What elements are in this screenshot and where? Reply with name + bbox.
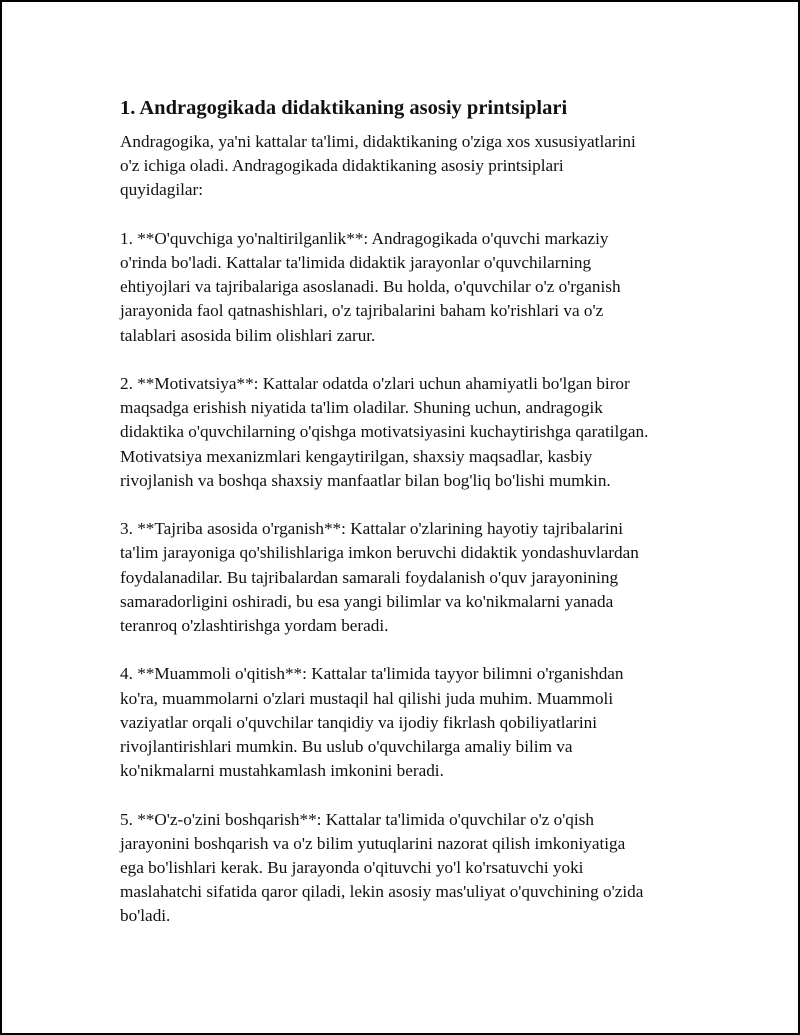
principle-3-paragraph: 3. **Tajriba asosida o'rganish**: Kattalar o'zlarining hayotiy tajribalarini ta'lim jarayoniga qo'shilishlariga imkon beruvchi didaktik yondashuvlardan foydalanadilar. Bu tajribalardan samarali foydalanish o'quv jarayonining samaradorligini oshiradi, bu esa yangi bilimlar va ko'nikmalarni yanada teranroq o'zlashtirishga yordam beradi.: [120, 519, 639, 636]
principle-5-paragraph: 5. **O'z-o'zini boshqarish**: Kattalar ta'limida o'quvchilar o'z o'qish jarayonini boshqarish va o'z bilim yutuqlarini nazorat qilish imkoniyatiga ega bo'lishlari kerak. Bu jarayonda o'qituvchi yo'l ko'rsatuvchi yoki maslahatchi sifatida qaror qiladi, lekin asosiy mas'uliyat o'quvchining o'zida bo'ladi.: [120, 809, 644, 926]
document-content: [120, 94, 720, 953]
principle-1-paragraph: 1. **O'quvchiga yo'naltirilganlik**: Andragogikada o'quvchi markaziy o'rinda bo'ladi. Kattalar ta'limida didaktik jarayonlar o'quvchilarning ehtiyojlari va tajribalariga asoslanadi. Bu holda, o'quvchilar o'z o'rganish jarayonida faol qatnashishlari, o'z tajribalarini baham ko'rishlari va o'z talablari asosida bilim olishlari zarur.: [120, 228, 621, 345]
intro-paragraph: Andragogika, ya'ni kattalar ta'limi, didaktikaning o'ziga xos xususiyatlarini o'z ichiga oladi. Andragogikada didaktikaning asosiy printsiplari quyidagilar:: [120, 132, 636, 200]
principle-4-paragraph: 4. **Muammoli o'qitish**: Kattalar ta'limida tayyor bilimni o'rganishdan ko'ra, muammolarni o'zlari mustaqil hal qilishi juda muhim. Muammoli vaziyatlar orqali o'quvchilar tanqidiy va ijodiy fikrlash qobiliyatlarini rivojlantirishlari mumkin. Bu uslub o'quvchilarga amaliy bilim va ko'nikmalarni mustahkamlash imkonini beradi.: [120, 664, 624, 781]
principle-2-paragraph: 2. **Motivatsiya**: Kattalar odatda o'zlari uchun ahamiyatli bo'lgan biror maqsadga erishish niyatida ta'lim oladilar. Shuning uchun, andragogik didaktika o'quvchilarning o'qishga motivatsiyasini kuchaytirishga qaratilgan. Motivatsiya mexanizmlari kengaytirilgan, shaxsiy maqsadlar, kasbiy rivojlanish va boshqa shaxsiy manfaatlar bilan bog'liq bo'lishi mumkin.: [120, 374, 649, 490]
document-title: 1. Andragogikada didaktikaning asosiy printsiplari: [120, 97, 568, 119]
